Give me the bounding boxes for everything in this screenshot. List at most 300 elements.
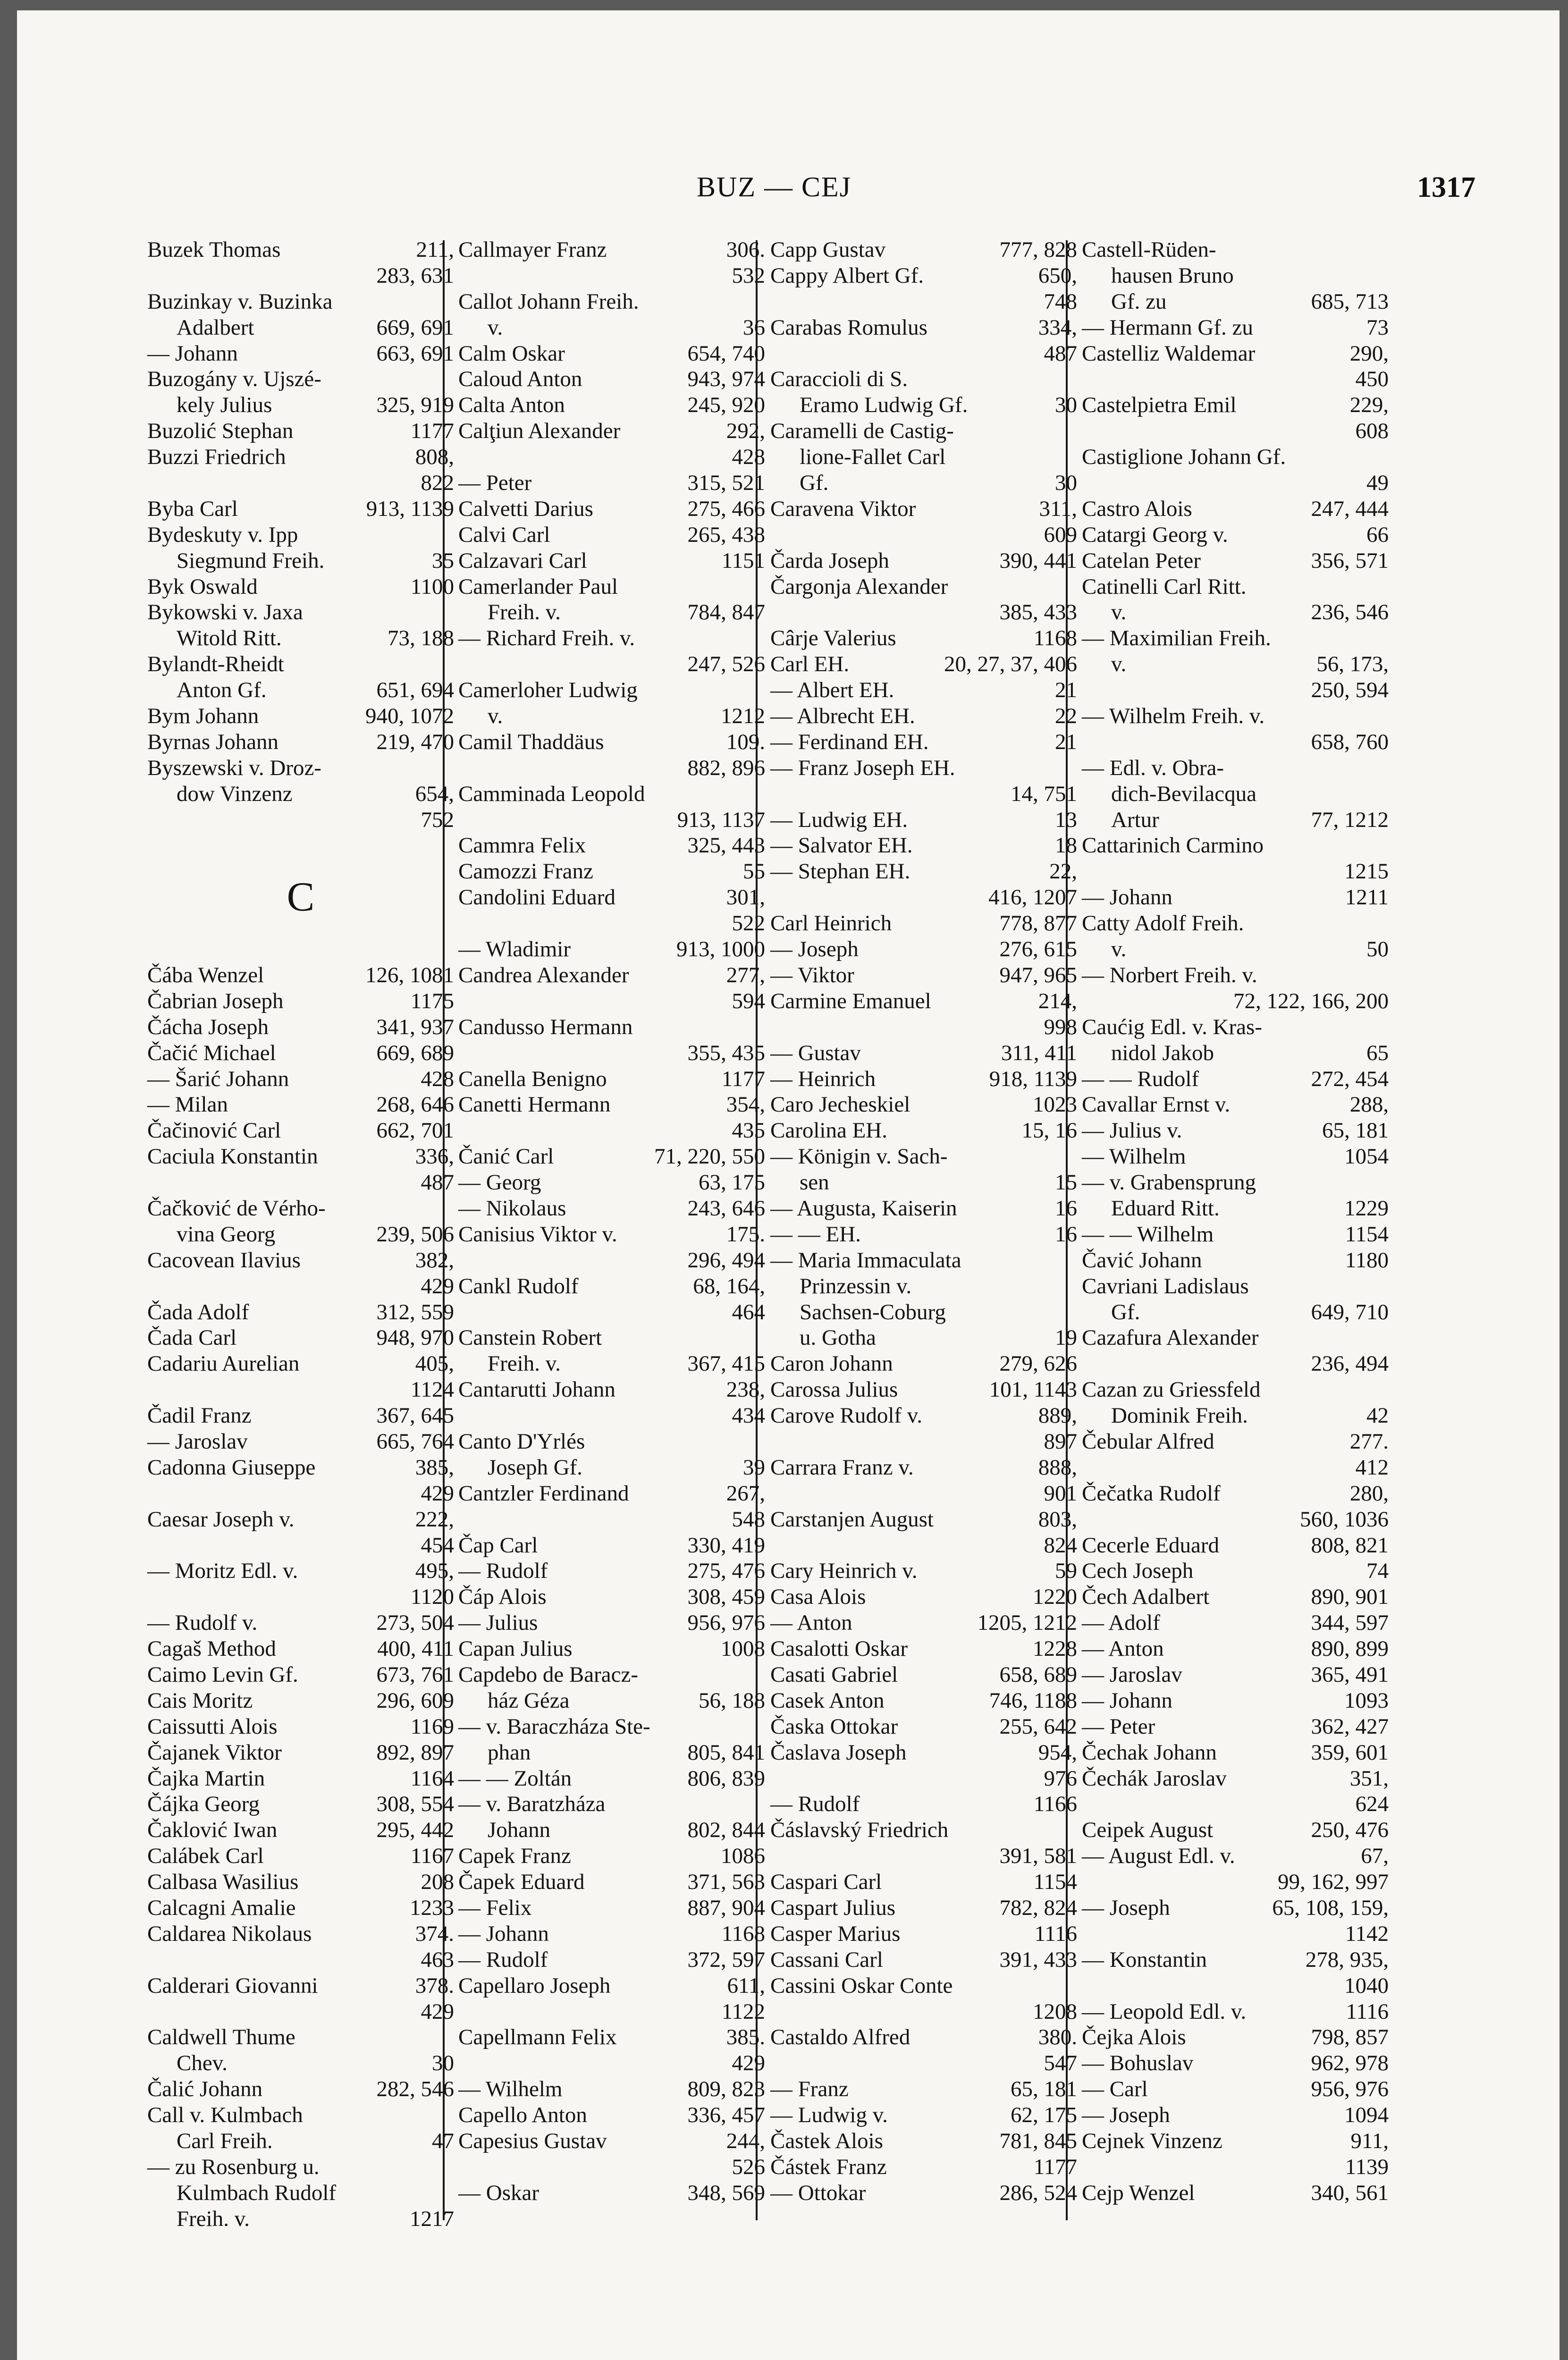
index-entry — [147, 1066, 454, 1092]
index-entry — [147, 1092, 454, 1118]
entry-name: Cattarinich Carmino — [1082, 833, 1264, 858]
entry-name: Kulmbach Rudolf — [177, 2180, 337, 2205]
entry-page-numbers: 244, — [726, 2129, 765, 2154]
index-entry — [458, 2102, 765, 2128]
entry-page-numbers: 14, 751 — [1011, 781, 1077, 806]
index-entry — [1082, 1610, 1389, 1636]
entry-page-numbers: 62, 175 — [1011, 2103, 1077, 2128]
entry-name: — v. Grabensprung — [1082, 1170, 1256, 1195]
entry-name: Capp Gustav — [770, 237, 886, 262]
entry-name: Čanić Carl — [458, 1144, 554, 1169]
entry-name: — Anton — [1082, 1636, 1164, 1661]
entry-page-numbers: 1008 — [721, 1636, 765, 1661]
entry-page-numbers: 752 — [421, 807, 454, 832]
entry-name: Částek Franz — [770, 2154, 887, 2179]
entry-name: Catelan Peter — [1082, 548, 1201, 573]
index-entry — [458, 1584, 765, 1610]
entry-page-numbers: 665, 764 — [376, 1429, 454, 1454]
index-entry — [1082, 1247, 1389, 1273]
index-entry — [147, 496, 454, 522]
entry-page-numbers: 391, 433 — [999, 1947, 1077, 1972]
index-entry — [770, 2076, 1077, 2102]
index-entry — [770, 1481, 1077, 1507]
entry-page-numbers: 1233 — [410, 1896, 454, 1920]
entry-page-numbers: 247, 444 — [1311, 496, 1389, 521]
index-entry — [1082, 1481, 1389, 1507]
index-entry — [770, 962, 1077, 988]
entry-name: — Wilhelm — [458, 2077, 563, 2102]
index-entry — [770, 496, 1077, 522]
index-entry — [458, 988, 765, 1014]
entry-name: — Franz Joseph EH. — [770, 755, 955, 780]
entry-name: Calta Anton — [458, 393, 565, 418]
index-entry — [770, 366, 1077, 392]
index-entry — [1082, 522, 1389, 548]
entry-name: v. — [1111, 652, 1127, 677]
entry-page-numbers: 279, 626 — [999, 1351, 1077, 1376]
entry-page-numbers: 1116 — [1346, 1999, 1389, 2024]
entry-name: Čáp Alois — [458, 1585, 547, 1610]
index-entry — [147, 1507, 454, 1533]
entry-name: Čabrian Joseph — [147, 988, 284, 1013]
entry-name: Čada Adolf — [147, 1299, 249, 1324]
index-entry — [770, 755, 1077, 781]
entry-name: Catty Adolf Freih. — [1082, 911, 1244, 936]
entry-page-numbers: 1180 — [1345, 1247, 1389, 1273]
entry-name: Casa Alois — [770, 1585, 866, 1610]
entry-page-numbers: 296, 494 — [687, 1247, 765, 1273]
index-entry — [147, 910, 454, 936]
entry-name: — Johann — [458, 1921, 549, 1946]
index-entry — [458, 392, 765, 418]
entry-name: — Carl — [1082, 2077, 1148, 2102]
entry-name: Eramo Ludwig Gf. — [800, 393, 968, 418]
entry-page-numbers: 306. — [726, 237, 765, 262]
entry-page-numbers: 913, 1000 — [676, 937, 765, 962]
entry-name: phan — [488, 1740, 531, 1765]
index-entry — [458, 548, 765, 574]
entry-page-numbers: 1164 — [410, 1766, 454, 1791]
entry-name: Cary Heinrich v. — [770, 1559, 918, 1584]
entry-name: Canella Benigno — [458, 1066, 607, 1091]
entry-name: sen — [800, 1170, 829, 1195]
index-entry — [147, 1429, 454, 1455]
entry-name: — v. Baraczháza Ste- — [458, 1714, 650, 1739]
entry-page-numbers: 325, 919 — [376, 393, 454, 418]
index-entry — [147, 1481, 454, 1507]
index-entry — [458, 1507, 765, 1533]
entry-name: Cavriani Ladislaus — [1082, 1273, 1249, 1298]
index-entry — [770, 781, 1077, 807]
index-entry — [770, 1014, 1077, 1040]
entry-page-numbers: 913, 1137 — [677, 807, 765, 832]
entry-name: Capello Anton — [458, 2103, 587, 2128]
entry-page-numbers: 1168 — [1033, 626, 1077, 651]
index-entry — [770, 1403, 1077, 1429]
entry-name: Častek Alois — [770, 2129, 883, 2154]
index-entry — [147, 833, 454, 859]
index-entry — [458, 1921, 765, 1947]
entry-page-numbers: 940, 1072 — [365, 704, 454, 729]
index-entry — [770, 885, 1077, 910]
entry-name: Čajanek Viktor — [147, 1740, 282, 1765]
index-entry — [147, 1351, 454, 1377]
entry-name: — Albert EH. — [770, 678, 894, 703]
entry-name: Čáslavský Friedrich — [770, 1818, 949, 1843]
entry-page-numbers: 371, 563 — [687, 1870, 765, 1895]
entry-page-numbers: 325, 443 — [687, 833, 765, 858]
entry-page-numbers: 1212 — [721, 704, 765, 729]
entry-page-numbers: 663, 691 — [376, 341, 454, 366]
entry-page-numbers: 385. — [726, 2025, 765, 2050]
index-entry — [458, 574, 765, 600]
index-entry — [147, 1144, 454, 1170]
entry-name: Carabas Romulus — [770, 315, 927, 340]
index-entry — [770, 1040, 1077, 1066]
index-entry — [147, 418, 454, 444]
entry-name: Calderari Giovanni — [147, 1973, 318, 1998]
entry-page-numbers: 901 — [1044, 1481, 1077, 1506]
entry-name: Cavallar Ernst v. — [1082, 1092, 1231, 1117]
index-entry — [1082, 729, 1389, 755]
index-entry — [770, 237, 1077, 263]
entry-page-numbers: 341, 937 — [376, 1014, 454, 1039]
entry-name: Castell-Rüden- — [1082, 237, 1216, 262]
index-entry — [458, 1273, 765, 1299]
index-entry — [458, 2128, 765, 2154]
entry-name: Callmayer Franz — [458, 237, 607, 262]
index-entry — [147, 1040, 454, 1066]
index-entry — [1082, 1584, 1389, 1610]
index-entry — [458, 1118, 765, 1144]
index-entry — [458, 1636, 765, 1662]
index-entry — [147, 2024, 454, 2050]
entry-name: Casati Gabriel — [770, 1662, 898, 1687]
index-entry — [147, 366, 454, 392]
index-entry — [147, 263, 454, 289]
entry-name: Calcagni Amalie — [147, 1896, 296, 1920]
entry-name: Freih. v. — [488, 1351, 561, 1376]
entry-name: — Oskar — [458, 2180, 539, 2205]
entry-page-numbers: 1168 — [721, 1921, 765, 1946]
entry-page-numbers: 66 — [1366, 522, 1389, 547]
entry-page-numbers: 19 — [1055, 1325, 1077, 1350]
index-entry — [147, 574, 454, 600]
index-entry — [1082, 496, 1389, 522]
index-entry — [458, 1351, 765, 1377]
entry-name: Witold Ritt. — [177, 626, 282, 651]
entry-page-numbers: 378. — [415, 1973, 454, 1998]
entry-page-numbers: 400, 411 — [377, 1636, 454, 1661]
index-entry — [147, 315, 454, 341]
entry-name: Canetti Hermann — [458, 1092, 611, 1117]
entry-page-numbers: 56, 188 — [699, 1688, 765, 1713]
entry-page-numbers: 1167 — [410, 1844, 454, 1869]
index-entry — [458, 1403, 765, 1429]
entry-page-numbers: 15, 16 — [1021, 1118, 1077, 1143]
index-entry — [458, 599, 765, 625]
entry-name: Byba Carl — [147, 496, 238, 521]
entry-name: nidol Jakob — [1111, 1040, 1214, 1065]
entry-page-numbers: 250, 476 — [1311, 1818, 1389, 1843]
entry-page-numbers: 1124 — [410, 1377, 454, 1402]
entry-page-numbers: 782, 824 — [999, 1896, 1077, 1920]
entry-name: — Viktor — [770, 962, 854, 987]
index-entry — [147, 392, 454, 418]
index-entry — [770, 1092, 1077, 1118]
index-entry — [458, 1688, 765, 1714]
entry-name: Cârje Valerius — [770, 626, 896, 651]
entry-page-numbers: 47 — [432, 2129, 454, 2154]
entry-page-numbers: 1094 — [1344, 2103, 1389, 2128]
index-entry — [147, 1403, 454, 1429]
entry-page-numbers: 290, — [1349, 341, 1389, 366]
entry-name: Cech Joseph — [1082, 1559, 1194, 1584]
index-entry — [770, 1299, 1077, 1325]
entry-page-numbers: 288, — [1349, 1092, 1389, 1117]
entry-name: — Julius — [458, 1610, 538, 1635]
index-entry — [1082, 1118, 1389, 1144]
index-entry — [1082, 1273, 1389, 1299]
entry-name: Siegmund Freih. — [177, 548, 325, 573]
index-entry — [770, 341, 1077, 367]
index-entry — [1082, 988, 1389, 1014]
index-entry — [1082, 1092, 1389, 1118]
entry-name: Buzinkay v. Buzinka — [147, 289, 333, 314]
entry-page-numbers: 355, 435 — [687, 1040, 765, 1065]
entry-page-numbers: 101, 1143 — [989, 1377, 1077, 1402]
entry-name: Calzavari Carl — [458, 548, 587, 573]
entry-name: Čechák Jaroslav — [1082, 1766, 1227, 1791]
entry-page-numbers: 1217 — [410, 2206, 454, 2231]
entry-page-numbers: 463 — [421, 1947, 454, 1972]
entry-name: — Norbert Freih. v. — [1082, 962, 1257, 987]
entry-page-numbers: 334, — [1038, 315, 1077, 340]
entry-page-numbers: 385, 433 — [999, 600, 1077, 625]
entry-name: Canisius Viktor v. — [458, 1222, 617, 1247]
entry-page-numbers: 50 — [1366, 937, 1389, 962]
entry-name: — Julius v. — [1082, 1118, 1182, 1143]
index-entry — [770, 1533, 1077, 1559]
entry-page-numbers: 658, 689 — [999, 1662, 1077, 1687]
entry-page-numbers: 340, 561 — [1311, 2180, 1389, 2205]
entry-name: Čada Carl — [147, 1325, 237, 1350]
entry-name: Camminada Leopold — [458, 781, 645, 806]
index-entry — [458, 2050, 765, 2076]
entry-page-numbers: 283, 631 — [376, 263, 454, 288]
column-3 — [770, 237, 1077, 2206]
entry-page-numbers: 362, 427 — [1311, 1714, 1389, 1739]
entry-name: Candolini Eduard — [458, 885, 615, 910]
entry-page-numbers: 948, 970 — [376, 1325, 454, 1350]
index-entry — [458, 755, 765, 781]
entry-name: Bylandt-Rheidt — [147, 652, 284, 677]
entry-page-numbers: 685, 713 — [1311, 289, 1389, 314]
entry-page-numbers: 301, — [726, 885, 765, 910]
entry-page-numbers: 454 — [421, 1533, 454, 1558]
entry-page-numbers: 390, 441 — [999, 548, 1077, 573]
index-entry — [1082, 2024, 1389, 2050]
index-entry — [458, 1222, 765, 1247]
index-entry — [770, 1688, 1077, 1714]
entry-page-numbers: 1142 — [1345, 1921, 1389, 1946]
entry-page-numbers: 1040 — [1344, 1973, 1389, 1998]
entry-name: — Adolf — [1082, 1610, 1160, 1635]
index-entry — [1082, 392, 1389, 418]
entry-name: Carossa Julius — [770, 1377, 898, 1402]
index-entry — [147, 1791, 454, 1817]
entry-name: Casalotti Oskar — [770, 1636, 908, 1661]
entry-page-numbers: 998 — [1044, 1014, 1077, 1039]
entry-page-numbers: 662, 701 — [376, 1118, 454, 1143]
entry-name: Byrnas Johann — [147, 729, 279, 754]
index-entry — [1082, 1558, 1389, 1584]
index-entry — [458, 2076, 765, 2102]
entry-page-numbers: 18 — [1055, 833, 1077, 858]
entry-page-numbers: 802, 844 — [687, 1818, 765, 1843]
index-entry — [147, 1377, 454, 1403]
index-entry — [1082, 2128, 1389, 2154]
index-entry — [458, 962, 765, 988]
index-entry — [1082, 1066, 1389, 1092]
index-entry — [770, 1817, 1077, 1843]
entry-name: Johann — [488, 1818, 551, 1843]
index-entry — [1082, 1196, 1389, 1222]
index-entry — [147, 1014, 454, 1040]
index-entry — [1082, 1507, 1389, 1533]
index-entry — [147, 522, 454, 548]
index-entry — [1082, 1869, 1389, 1895]
index-entry — [458, 1325, 765, 1351]
index-entry — [147, 1170, 454, 1196]
entry-name: — Hermann Gf. zu — [1082, 315, 1253, 340]
entry-page-numbers: 236, 546 — [1311, 600, 1389, 625]
index-entry — [458, 1869, 765, 1895]
entry-name: — Joseph — [1082, 2103, 1170, 2128]
index-entry — [770, 1273, 1077, 1299]
index-entry — [458, 1714, 765, 1740]
entry-name: — Konstantin — [1082, 1947, 1207, 1972]
index-entry — [458, 703, 765, 729]
entry-name: — Ludwig EH. — [770, 807, 908, 832]
entry-page-numbers: 372, 597 — [687, 1947, 765, 1972]
entry-name: Calm Oskar — [458, 341, 565, 366]
index-entry — [147, 1817, 454, 1843]
entry-page-numbers: 1169 — [410, 1714, 454, 1739]
entry-name: dow Vinzenz — [177, 781, 293, 806]
entry-page-numbers: 336, 457 — [687, 2103, 765, 2128]
entry-name: Carl EH. — [770, 652, 850, 677]
index-entry — [1082, 677, 1389, 703]
entry-name: ház Géza — [488, 1688, 570, 1713]
index-entry — [1082, 859, 1389, 885]
entry-page-numbers: 214, — [1038, 988, 1077, 1013]
entry-name: — Peter — [458, 471, 532, 496]
entry-name: Camozzi Franz — [458, 859, 593, 884]
index-entry — [770, 936, 1077, 962]
entry-page-numbers: 803, — [1038, 1507, 1077, 1532]
entry-page-numbers: 464 — [732, 1299, 765, 1324]
entry-page-numbers: 282, 546 — [376, 2077, 454, 2102]
entry-name: — Rudolf v. — [147, 1610, 258, 1635]
entry-name: — — Wilhelm — [1082, 1222, 1214, 1247]
entry-name: Bym Johann — [147, 704, 259, 729]
index-entry — [458, 1429, 765, 1455]
entry-name: Cazan zu Griessfeld — [1082, 1377, 1261, 1402]
index-entry — [770, 1973, 1077, 1999]
index-entry — [458, 289, 765, 315]
entry-name: hausen Bruno — [1111, 263, 1234, 288]
entry-name: Čapek Eduard — [458, 1870, 585, 1895]
index-entry — [147, 781, 454, 807]
index-entry — [458, 1817, 765, 1843]
entry-name: Čába Wenzel — [147, 962, 264, 987]
entry-page-numbers: 255, 642 — [999, 1714, 1077, 1739]
index-entry — [770, 1222, 1077, 1247]
index-entry — [147, 1714, 454, 1740]
column-4 — [1082, 237, 1389, 2206]
entry-name: — Joseph — [770, 937, 859, 962]
entry-name: — Šarić Johann — [147, 1066, 289, 1091]
index-entry — [1082, 703, 1389, 729]
entry-page-numbers: 59 — [1055, 1559, 1077, 1584]
entry-page-numbers: 30 — [432, 2051, 454, 2076]
index-entry — [458, 418, 765, 444]
entry-name: Caloud Anton — [458, 367, 582, 392]
entry-page-numbers: 330, 419 — [687, 1533, 765, 1558]
entry-name: — Johann — [147, 341, 238, 366]
entry-name: Caraccioli di S. — [770, 367, 908, 392]
index-entry — [1082, 263, 1389, 289]
index-entry — [1082, 237, 1389, 263]
index-entry — [1082, 1325, 1389, 1351]
index-entry — [770, 1869, 1077, 1895]
entry-name: Čargonja Alexander — [770, 574, 948, 599]
index-entry — [770, 392, 1077, 418]
entry-name: Prinzessin v. — [800, 1273, 912, 1298]
index-entry — [458, 833, 765, 859]
entry-name: u. Gotha — [800, 1325, 876, 1350]
entry-name: Cejnek Vinzenz — [1082, 2129, 1222, 2154]
entry-page-numbers: 1116 — [1034, 1921, 1077, 1946]
entry-name: — Bohuslav — [1082, 2051, 1194, 2076]
entry-page-numbers: 219, 470 — [376, 729, 454, 754]
entry-name: — Rudolf — [458, 1559, 548, 1584]
entry-name: Capellaro Joseph — [458, 1973, 611, 1998]
index-entry — [770, 2154, 1077, 2180]
entry-name: Carstanjen August — [770, 1507, 934, 1532]
entry-page-numbers: 822 — [421, 471, 454, 496]
entry-name: Caro Jecheskiel — [770, 1092, 910, 1117]
index-entry — [147, 237, 454, 263]
entry-page-numbers: 882, 896 — [687, 755, 765, 780]
entry-page-numbers: 348, 569 — [687, 2180, 765, 2205]
index-entry — [458, 1895, 765, 1921]
entry-page-numbers: 277, — [726, 962, 765, 987]
entry-name: Candrea Alexander — [458, 962, 629, 987]
index-entry — [458, 1040, 765, 1066]
index-entry — [147, 548, 454, 574]
entry-name: Cejp Wenzel — [1082, 2180, 1195, 2205]
index-entry — [458, 1947, 765, 1973]
index-entry — [147, 1455, 454, 1481]
entry-page-numbers: 211, — [416, 237, 454, 262]
entry-name: vina Georg — [177, 1222, 276, 1247]
index-entry — [147, 807, 454, 833]
entry-name: Freih. v. — [488, 600, 561, 625]
index-entry — [458, 1662, 765, 1688]
index-entry — [1082, 2102, 1389, 2128]
